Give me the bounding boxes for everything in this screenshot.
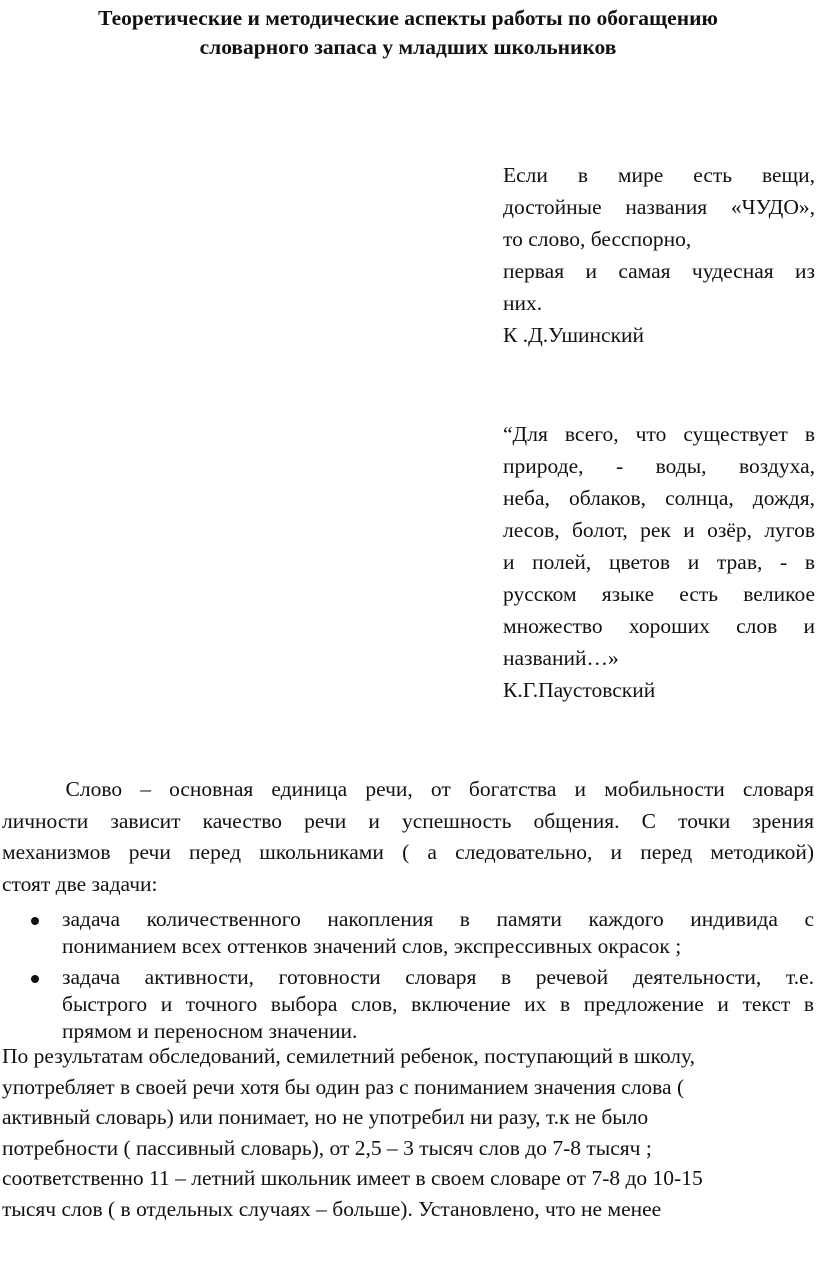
paragraph-line: соответственно 11 – летний школьник имеет в своем словаре от 7-8 до 10-15 xyxy=(2,1166,703,1190)
epigraph-line: неба, облаков, солнца, дождя, xyxy=(503,486,815,510)
list-item-line: пониманием всех оттенков значений слов, экспрессивных окрасок ; xyxy=(62,934,682,958)
epigraph-line: первая и самая чудесная из xyxy=(503,259,815,283)
document-title xyxy=(20,4,796,62)
epigraph-line: них. xyxy=(503,291,543,315)
epigraph-line: лесов, болот, рек и озёр, лугов xyxy=(503,518,815,542)
paragraph-line: механизмов речи перед школьниками ( а следовательно, и перед методикой) xyxy=(2,840,814,864)
paragraph-line: употребляет в своей речи хотя бы один раз с пониманием значения слова ( xyxy=(2,1074,685,1099)
paragraph-line: Слово – основная единица речи, от богатства и мобильности словаря xyxy=(2,777,814,801)
list-item-line: быстрого и точного выбора слов, включение их в предложение и текст в xyxy=(62,992,814,1016)
paragraph-line: тысяч слов ( в отдельных случаях – больше). Установлено, что не менее xyxy=(2,1196,662,1221)
list-item-line: прямом и переносном значении. xyxy=(62,1019,358,1043)
epigraph-line: природе, - воды, воздуха, xyxy=(503,454,815,478)
epigraph-line: и полей, цветов и трав, - в xyxy=(503,550,815,574)
task-list xyxy=(0,906,816,1049)
paragraph-intro xyxy=(2,774,814,900)
epigraph-line: “Для всего, что существует в xyxy=(503,422,815,446)
paragraph-line: активный словарь) или понимает, но не употребил ни разу, т.к не было xyxy=(2,1105,649,1129)
paragraph-line: личности зависит качество речи и успешность общения. С точки зрения xyxy=(2,808,814,833)
epigraph-line: названий…» xyxy=(503,646,619,670)
title-line-1: Теоретические и методические аспекты работы по обогащению xyxy=(98,6,718,30)
epigraph-ushinsky xyxy=(503,159,815,351)
epigraph-line: то слово, бесспорно, xyxy=(503,227,692,251)
bullet-icon xyxy=(31,975,39,983)
epigraph-line: достойные названия «ЧУДО», xyxy=(503,195,815,219)
list-item-line: задача активности, готовности словаря в речевой деятельности, т.е. xyxy=(62,965,814,989)
epigraph-line: русском языке есть великое xyxy=(503,582,815,606)
epigraph-author: К.Г.Паустовский xyxy=(503,678,656,702)
epigraph-paustovsky xyxy=(503,418,815,706)
list-item xyxy=(0,964,816,1045)
epigraph-line: множество хороших слов и xyxy=(503,614,815,638)
list-item-line: задача количественного накопления в памяти каждого индивида с xyxy=(62,907,814,931)
paragraph-line: стоят две задачи: xyxy=(2,871,158,896)
list-item xyxy=(0,906,816,960)
paragraph-results xyxy=(2,1041,814,1224)
bullet-icon xyxy=(31,917,39,925)
epigraph-author: К .Д.Ушинский xyxy=(503,323,645,347)
epigraph-line: Если в мире есть вещи, xyxy=(503,163,815,187)
paragraph-line: По результатам обследований, семилетний ребенок, поступающий в школу, xyxy=(2,1044,695,1068)
paragraph-line: потребности ( пассивный словарь), от 2,5 – 3 тысяч слов до 7-8 тысяч ; xyxy=(2,1135,652,1160)
title-line-2: словарного запаса у младших школьников xyxy=(199,35,617,59)
